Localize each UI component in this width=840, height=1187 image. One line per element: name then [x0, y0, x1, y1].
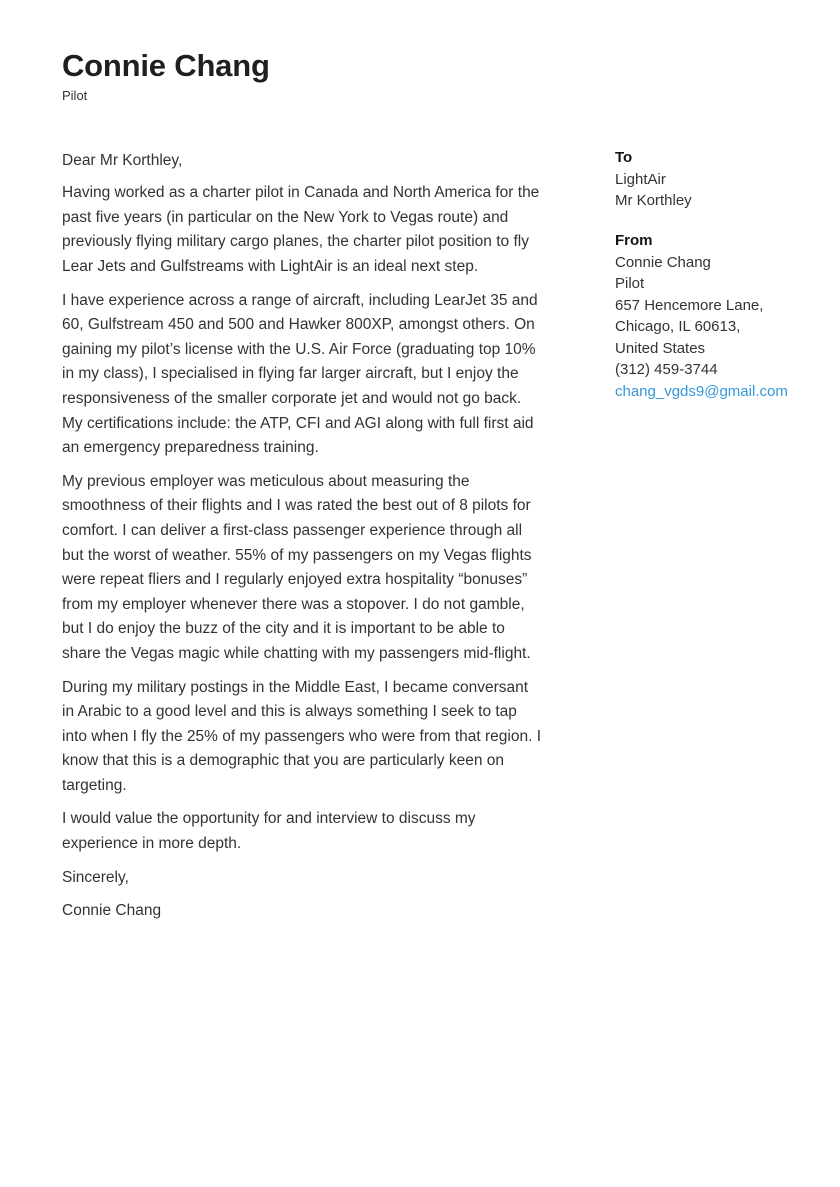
sender-name: Connie Chang [615, 253, 711, 271]
sender-phone: (312) 459-3744 [615, 361, 718, 379]
paragraph: I would value the opportunity for and interview to discuss my experience in more depth. [62, 810, 476, 853]
applicant-name: Connie Chang [62, 48, 270, 83]
recipient-name: Mr Korthley [615, 192, 692, 210]
paragraph: During my military postings in the Middle East, I became conversant in Arabic to a good level and this is always something I seek to tap into when I fly the 25% of my passengers who were from that region. I know that this is a demographic that you are particularly keen on targeting. [62, 678, 542, 794]
sender-address-line2: Chicago, IL 60613, United States [615, 318, 741, 357]
applicant-job-title: Pilot [62, 87, 88, 103]
paragraph: I have experience across a range of aircraft, including LearJet 35 and 60, Gulfstream 450 and 500 and Hawker 800XP, amongst others. On gaining my pilot’s license with the U.S. Air Force (graduating top 10% in my class), I specialised in flying far larger aircraft, but I enjoy the responsiveness of the smaller corporate jet and would not go back. My certifications include: the ATP, CFI and AGI along with full first aid an emergency preparedness training. [62, 291, 538, 457]
letter-body [62, 149, 542, 933]
letter-columns [62, 148, 788, 933]
closing: Sincerely, [62, 868, 129, 886]
to-heading: To [615, 148, 633, 166]
sender-job-title: Pilot [615, 275, 645, 293]
recipient-company: LightAir [615, 170, 666, 188]
paragraph: Having worked as a charter pilot in Canada and North America for the past five years (in particular on the New York to Vegas route) and previously flying military cargo planes, the charter pilot position to fly Lear Jets and Gulfstreams with LightAir is an ideal next step. [62, 184, 540, 276]
recipient-block [615, 149, 785, 212]
sender-block [615, 231, 788, 403]
sender-email-link[interactable]: chang_vgds9@gmail.com [615, 382, 788, 400]
letter-header [62, 48, 785, 103]
from-heading: From [615, 231, 653, 249]
contact-sidebar [615, 148, 788, 933]
salutation: Dear Mr Korthley, [62, 151, 183, 169]
column-gap [542, 149, 615, 933]
sender-address-line1: 657 Hencemore Lane, [615, 296, 764, 314]
paragraph: My previous employer was meticulous about measuring the smoothness of their flights and I was rated the best out of 8 pilots for comfort. I can deliver a first-class passenger experience through all but the worst of weather. 55% of my passengers on my Vegas flights were repeat fliers and I regularly enjoyed extra hospitality “bonuses” from my employer whenever there was a stopover. I do not gamble, but I do enjoy the buzz of the city and it is important to be able to share the Vegas magic while chatting with my passengers mid-flight. [62, 472, 532, 662]
signature: Connie Chang [62, 902, 162, 920]
